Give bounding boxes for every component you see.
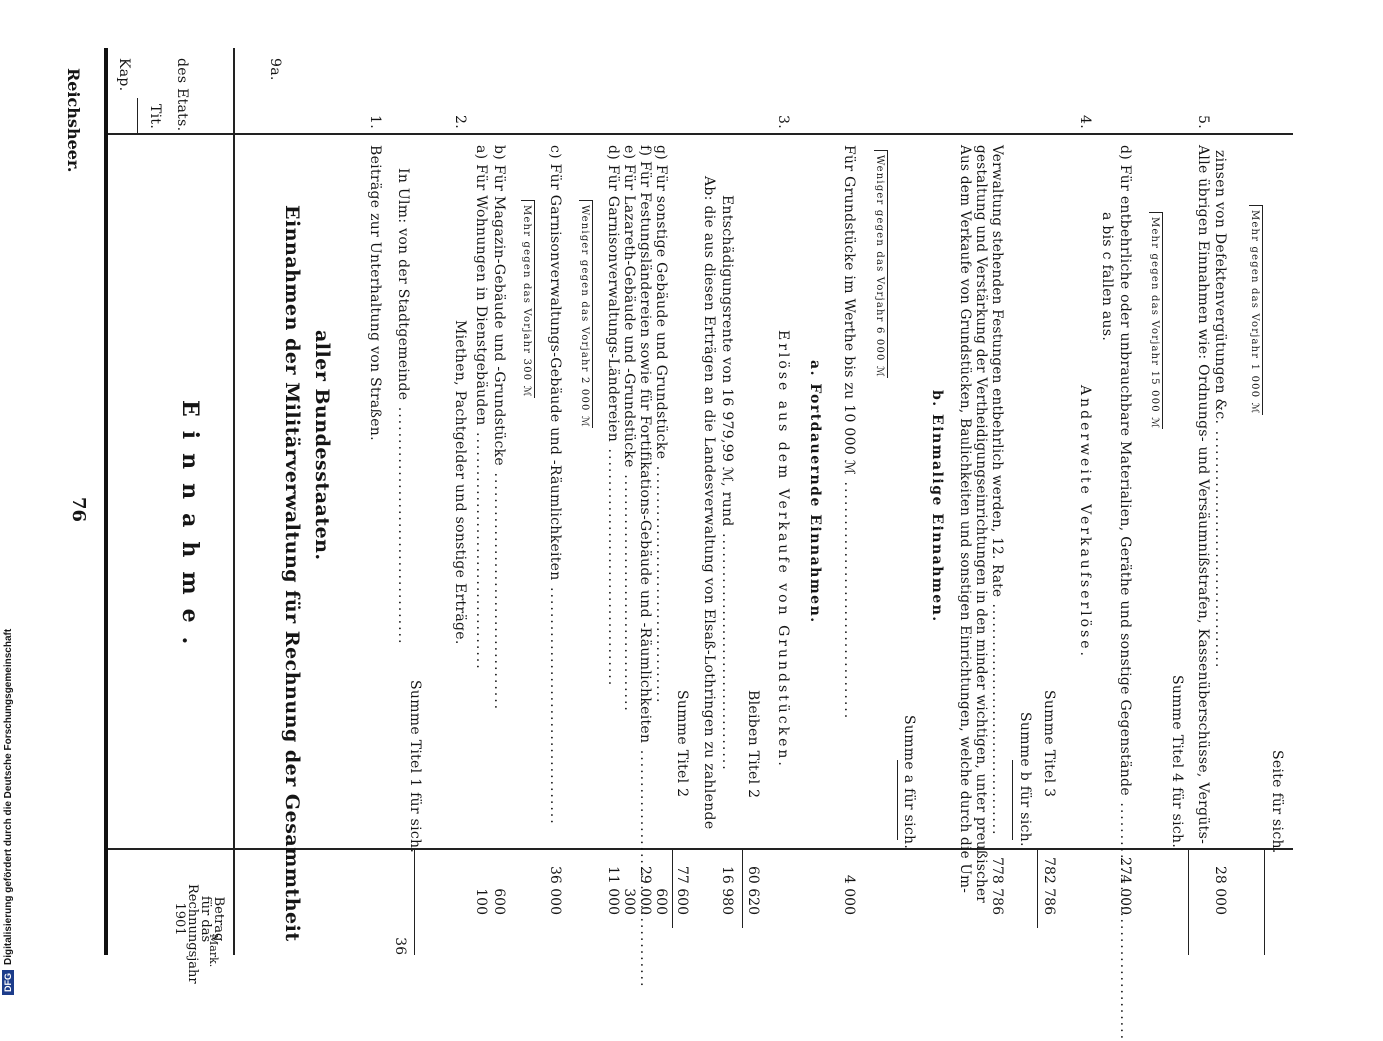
t2-e-val: 300: [621, 888, 637, 915]
col-tit: Tit.: [147, 104, 163, 130]
t2-box-2: Weniger gegen das Vorjahr 2 000 ℳ: [579, 200, 593, 428]
t5-box: Mehr gegen das Vorjahr 1 000 ℳ: [1249, 205, 1263, 415]
t2-b: b) Für Magazin-Gebäude und -Grundstücke .....: [491, 145, 507, 711]
t2-ab-1: Ab: die aus diesen Erträgen an die Landesverwaltung von Elsaß-Lothringen zu zahlende: [701, 176, 717, 830]
t2-a: a) Für Wohnungen in Dienstgebäuden .....: [473, 145, 489, 671]
col-mark: Mark.: [207, 934, 220, 968]
t2-e: e) Für Lazareth-Gebäude und -Grundstücke .....: [621, 145, 637, 713]
main-title-2: aller Bundesstaaten.: [311, 330, 333, 561]
header-rule: [233, 48, 235, 955]
t4-abc: a bis c fallen aus.: [1099, 212, 1115, 342]
t3-b-sum: Summe b für sich.: [1017, 712, 1033, 847]
a-heading: a. Fortdauernde Einnahmen.: [807, 360, 823, 624]
betrag-l2: für das: [198, 895, 213, 943]
t2-a-val: 100: [473, 888, 489, 915]
t3-sum-rule: [1037, 848, 1038, 928]
t5-sum: Seite für sich.: [1269, 750, 1285, 854]
t3-heading: Erlöse aus dem Verkaufe von Grundstücken.: [775, 330, 791, 769]
t4-box: Mehr gegen das Vorjahr 15 000 ℳ: [1149, 212, 1163, 429]
betrag-l3: Rechnungsjahr: [185, 884, 200, 984]
footer-text: Digitalisierung gefördert durch die Deutsche Forschungsgemeinschaft: [3, 628, 14, 965]
t1-sum: Summe Titel 1 für sich.: [407, 680, 423, 854]
t3-number: 3.: [775, 115, 791, 129]
t2-f-val: 29 000: [637, 866, 653, 915]
t2-ab-2: Entschädigungsrente von 16 979,99 ℳ, rund .....: [719, 195, 735, 772]
t3-a-text: Für Grundstücke im Werthe bis zu 10 000 ℳ .....: [841, 145, 857, 720]
b-heading: b. Einmalige Einnahmen.: [929, 390, 945, 623]
t3-b-2: gestaltung und Verstärkung der Vertheidigungseinrichtungen in den minder wichtigen, unter preußischer: [973, 145, 989, 903]
header-left-rule: [108, 133, 233, 135]
kap-number: 9a.: [267, 58, 283, 81]
dfg-logo: DFG: [2, 970, 14, 995]
t2-sum-rule: [672, 848, 673, 928]
t2-ab-val: 16 980: [719, 866, 735, 915]
t1-sub: In Ulm: von der Stadtgemeinde .....: [395, 168, 411, 645]
t3-b-3: Verwaltung stehenden Festungen entbehrlich werden, 12. Rate .....: [989, 145, 1005, 836]
t2-sum-val: 77 600: [674, 866, 690, 915]
dfg-footer: [2, 600, 22, 995]
kap-tit-rule: [137, 98, 138, 133]
t2-d: d) Für Garnisonverwaltungs-Ländereien .....: [605, 145, 621, 687]
t4-sum: Summe Titel 4 für sich.: [1169, 675, 1185, 849]
t3-a-sum: Summe a für sich.: [901, 715, 917, 850]
t2-c-val: 36 000: [547, 866, 563, 915]
t2-d-val: 11 000: [605, 866, 621, 915]
t1-text: Beiträge zur Unterhaltung von Straßen.: [367, 145, 383, 441]
t2-sum: Summe Titel 2: [674, 690, 690, 798]
t2-f: f) Für Festungsländereien sowie für Fortifikations-Gebäude und -Räumlichkeiten .....: [637, 145, 653, 988]
t4-number: 4.: [1077, 115, 1093, 129]
t3-box: Weniger gegen das Vorjahr 6 000 ℳ: [874, 150, 888, 378]
t4-rule: [1188, 848, 1189, 955]
t2-g: g) Für sonstige Gebäude und Grundstücke .....: [653, 145, 669, 704]
t2-bleiben-val: 60 620: [745, 866, 761, 915]
col-etats: des Etats.: [174, 58, 190, 132]
t1-val: 36: [392, 937, 408, 955]
t5-1: Alle übrigen Einnahmen wie: Ordnungs- und Versäumnißstrafen, Kassenüberschüsse, Vergüts-: [1195, 145, 1211, 845]
t5-number: 5.: [1195, 115, 1211, 129]
betrag-l1: Betrag: [211, 896, 226, 942]
main-title-1: Einnahmen der Militärverwaltung für Rechnung der Gesammtheit: [281, 205, 303, 942]
t2-box-1: Mehr gegen das Vorjahr 300 ℳ: [521, 200, 535, 398]
running-header: Reichsheer.: [64, 68, 83, 173]
t4-heading: Anderweite Verkaufserlöse.: [1077, 385, 1093, 659]
label-col-rule: [233, 133, 1293, 135]
t2-bleiben: Bleiben Titel 2: [745, 690, 761, 799]
t3-b-val: 778 786: [989, 857, 1005, 915]
t5-2: zinsen von Defektenvergütungen &c. .....: [1212, 150, 1228, 669]
t3-a-val: 4 000: [841, 874, 857, 915]
t3-a-rule: [897, 760, 898, 840]
t1-number: 1.: [367, 115, 383, 129]
t3-b-1: Aus dem Verkaufe von Grundstücken, Baulichkeiten und sonstigen Einrichtungen, welche durch die Um-: [957, 145, 973, 894]
t5-val: 28 000: [1212, 866, 1228, 915]
t2-number: 2.: [452, 115, 468, 129]
t3-sum-val: 782 786: [1041, 857, 1057, 915]
t3-b-rule: [1012, 760, 1013, 840]
t2-c: c) Für Garnisonverwaltungs-Gebäude und -Räumlichkeiten .....: [547, 145, 563, 826]
betrag-l4: 1901: [172, 902, 187, 936]
t2-g-val: 600: [653, 888, 669, 915]
t3-sum: Summe Titel 3: [1041, 690, 1057, 798]
t2-bleiben-rule: [742, 848, 743, 928]
section-title: Einnahme.: [177, 400, 203, 659]
t2-heading: Miethen, Pachtgelder und sonstige Erträge.: [452, 320, 468, 645]
t2-b-val: 600: [491, 888, 507, 915]
t4-d: d) Für entbehrliche oder unbrauchbare Materialien, Geräthe und sonstige Gegenstände .....: [1117, 145, 1133, 1041]
t5-rule: [1264, 848, 1265, 955]
t1-rule: [414, 848, 415, 955]
col-kap: Kap.: [116, 58, 132, 92]
top-rule: [104, 48, 108, 955]
page-number: 76: [68, 497, 89, 523]
t4-d-val: 274 000: [1117, 857, 1133, 915]
